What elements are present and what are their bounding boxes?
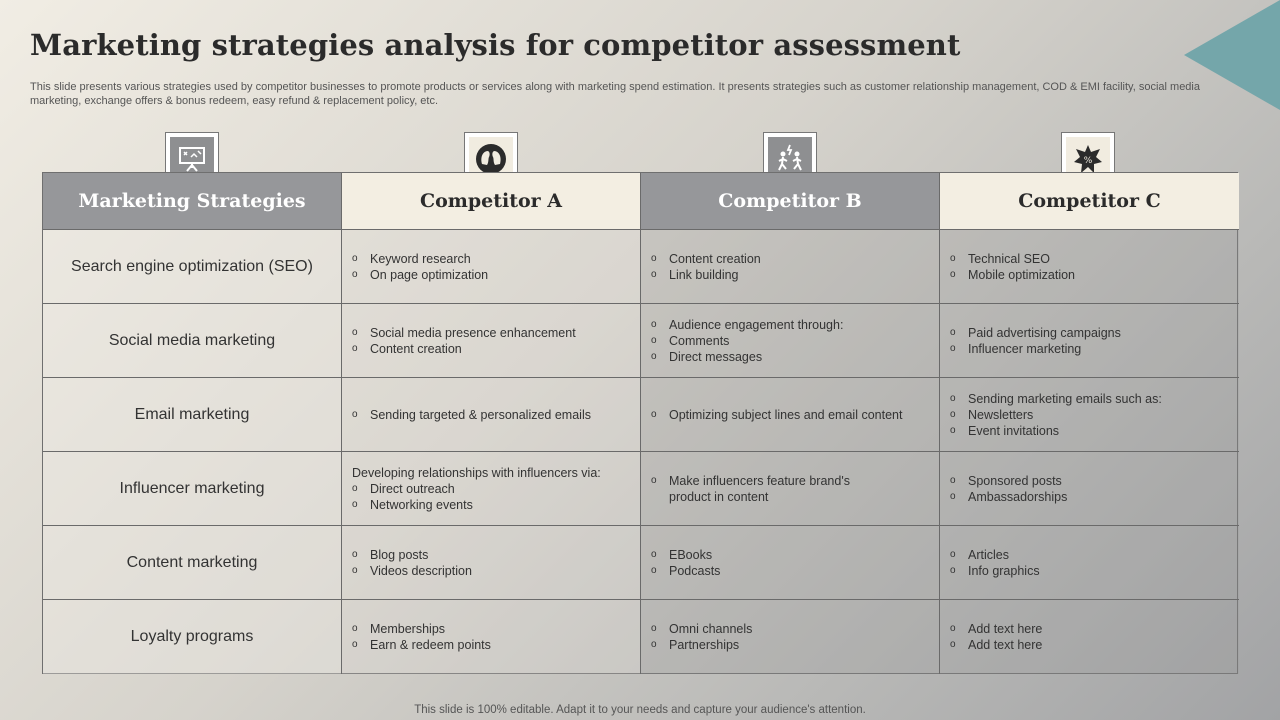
bullet-item (950, 407, 1231, 423)
strategy-cell: Content marketing (43, 526, 342, 600)
bullet-marker: o (651, 623, 657, 634)
competitor-c-cell (940, 600, 1239, 674)
bullet-text: Sending marketing emails such as: (968, 391, 1162, 406)
bullet-item (352, 251, 632, 267)
bullet-text: Direct messages (669, 349, 763, 364)
competitor-b-cell (641, 230, 940, 304)
bullet-item (651, 267, 931, 283)
bullet-marker: o (950, 392, 956, 404)
bullet-item (651, 637, 931, 653)
bullet-marker: o (950, 408, 956, 420)
svg-text:%: % (1083, 156, 1093, 166)
bullet-item (352, 267, 632, 283)
competitor-b-cell (641, 378, 940, 452)
bullet-marker: o (651, 564, 657, 576)
bullet-marker: o (352, 326, 358, 338)
bullet-text: Audience engagement through: (669, 317, 844, 332)
header-competitor-b: Competitor B (641, 173, 940, 230)
competitor-a-cell (342, 230, 641, 304)
strategy-cell: Email marketing (43, 378, 342, 452)
bullet-marker: o (651, 318, 657, 330)
bullet-item (651, 473, 931, 489)
bullet-marker: o (950, 564, 956, 576)
bullet-marker: o (352, 268, 358, 280)
header-competitor-a: Competitor A (342, 173, 641, 230)
competitor-a-cell (342, 304, 641, 378)
bullet-marker: o (950, 424, 956, 436)
competitor-c-cell (940, 304, 1239, 378)
bullet-marker: o (651, 268, 657, 280)
bullet-item (352, 547, 632, 563)
bullet-text: Sending targeted & personalized emails (370, 407, 591, 422)
bullet-marker: o (651, 334, 657, 346)
bullet-text: Newsletters (968, 407, 1034, 422)
bullet-text: Podcasts (669, 563, 721, 578)
bullet-text: Influencer marketing (968, 341, 1082, 356)
bullet-item (352, 481, 632, 497)
competitor-b-cell (641, 600, 940, 674)
bullet-item (651, 621, 931, 637)
competitor-a-cell (342, 526, 641, 600)
bullet-marker: o (352, 252, 358, 264)
bullet-item (950, 325, 1231, 341)
bullet-item (651, 563, 931, 579)
bullet-text: Link building (669, 267, 739, 282)
bullet-text: Info graphics (968, 563, 1040, 578)
bullet-marker: o (950, 342, 956, 354)
bullet-text: Omni channels (669, 622, 753, 636)
bullet-item (352, 407, 632, 423)
page-title: Marketing strategies analysis for competitor assessment (30, 28, 961, 62)
competitor-a-cell (342, 452, 641, 526)
bullet-marker: o (950, 252, 956, 264)
bullet-text: Memberships (370, 622, 446, 636)
bullet-marker: o (950, 548, 956, 560)
bullet-marker: o (651, 408, 657, 420)
bullet-item (651, 333, 931, 349)
bullet-text: Content creation (370, 341, 462, 356)
competitor-b-cell (641, 452, 940, 526)
bullet-marker: o (651, 639, 657, 650)
bullet-item (950, 473, 1231, 489)
bullet-text: On page optimization (370, 267, 489, 282)
bullet-marker: o (950, 326, 956, 338)
bullet-text: Technical SEO (968, 251, 1050, 266)
bullet-marker: o (352, 623, 358, 634)
competitor-c-cell (940, 378, 1239, 452)
competitor-a-cell (342, 600, 641, 674)
bullet-text: Social media presence enhancement (370, 325, 576, 340)
bullet-marker: o (950, 268, 956, 280)
bullet-text: Keyword research (370, 251, 471, 266)
bullet-item (352, 621, 632, 637)
bullet-marker: o (352, 482, 358, 494)
bullet-item (651, 349, 931, 365)
strategy-cell: Influencer marketing (43, 452, 342, 526)
bullet-marker: o (651, 474, 657, 486)
bullet-item (950, 563, 1231, 579)
cell-intro-text: Developing relationships with influencers via: (352, 465, 601, 480)
bullet-marker: o (352, 498, 358, 510)
bullet-marker: o (352, 342, 358, 354)
bullet-item (651, 547, 931, 563)
comparison-table (42, 172, 1238, 674)
competitor-c-cell (940, 452, 1239, 526)
bullet-marker: o (950, 623, 956, 634)
bullet-item (950, 423, 1231, 439)
bullet-text: Blog posts (370, 547, 429, 562)
competitor-c-cell (940, 230, 1239, 304)
bullet-text: EBooks (669, 547, 713, 562)
bullet-marker: o (950, 639, 956, 650)
bullet-text: Mobile optimization (968, 267, 1075, 282)
bullet-text: Content creation (669, 251, 761, 266)
bullet-text: Add text here (968, 622, 1043, 636)
bullet-item (950, 251, 1231, 267)
bullet-marker: o (352, 548, 358, 560)
bullet-item (651, 251, 931, 267)
bullet-marker: o (950, 490, 956, 502)
bullet-text: Networking events (370, 497, 473, 512)
bullet-text: Partnerships (669, 638, 740, 652)
competitor-a-cell (342, 378, 641, 452)
competitor-c-cell (940, 526, 1239, 600)
bullet-item (950, 637, 1231, 653)
strategy-cell: Social media marketing (43, 304, 342, 378)
bullet-item (651, 317, 931, 333)
bullet-text: Sponsored posts (968, 473, 1062, 488)
bullet-item (651, 489, 931, 505)
bullet-marker: o (651, 548, 657, 560)
bullet-item (950, 621, 1231, 637)
bullet-text: Add text here (968, 638, 1043, 652)
bullet-text: Paid advertising campaigns (968, 325, 1121, 340)
bullet-marker: o (352, 564, 358, 576)
bullet-text: Make influencers feature brand's (669, 473, 850, 488)
bullet-marker: o (352, 639, 358, 650)
header-competitor-c: Competitor C (940, 173, 1239, 230)
bullet-text: Direct outreach (370, 481, 455, 496)
footer-note: This slide is 100% editable. Adapt it to your needs and capture your audience's attention. (414, 704, 866, 716)
bullet-item (352, 637, 632, 653)
page-subtitle: This slide presents various strategies used by competitor businesses to promote products or services along with marketing spend estimation. It presents strategies such as customer relationship management, COD & EMI facility, social media marketing, exchange offers & bonus redeem, easy refund & replacement policy, etc. (30, 81, 1200, 107)
bullet-text: Ambassadorships (968, 489, 1068, 504)
bullet-item (352, 325, 632, 341)
bullet-item (352, 341, 632, 357)
bullet-marker: o (651, 252, 657, 264)
bullet-text: Videos description (370, 563, 472, 578)
bullet-text: Event invitations (968, 423, 1060, 438)
header-strategies: Marketing Strategies (43, 173, 342, 230)
bullet-item (950, 341, 1231, 357)
strategy-cell: Search engine optimization (SEO) (43, 230, 342, 304)
bullet-item (352, 497, 632, 513)
competitor-b-cell (641, 526, 940, 600)
strategy-cell: Loyalty programs (43, 600, 342, 674)
bullet-item (950, 489, 1231, 505)
bullet-marker: o (651, 350, 657, 362)
bullet-text: product in content (669, 489, 769, 504)
bullet-item (950, 267, 1231, 283)
bullet-text: Articles (968, 547, 1009, 562)
bullet-item (352, 563, 632, 579)
bullet-text: Comments (669, 333, 730, 348)
bullet-marker: o (352, 408, 358, 420)
bullet-marker: o (950, 474, 956, 486)
bullet-text: Optimizing subject lines and email content (669, 407, 903, 422)
bullet-marker (651, 489, 669, 505)
bullet-text: Earn & redeem points (370, 638, 491, 652)
bullet-item (651, 407, 931, 423)
bullet-item (950, 391, 1231, 407)
competitor-b-cell (641, 304, 940, 378)
bullet-item (950, 547, 1231, 563)
